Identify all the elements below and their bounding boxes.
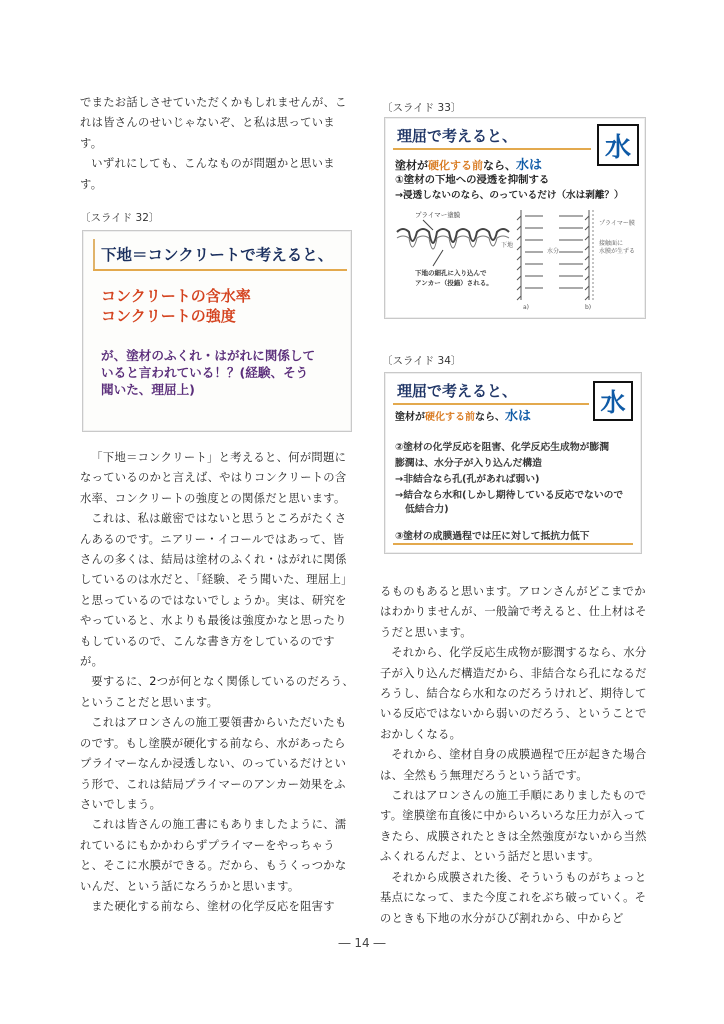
- slide-33-line-2: ①塗材の下地への浸透を抑制する: [395, 174, 550, 186]
- left-column-top-text: [80, 93, 354, 195]
- slide-34-title: 理屈で考えると、: [397, 382, 518, 400]
- left-column-bottom-text: [80, 448, 354, 917]
- slide-34-water-icon: 水: [593, 381, 633, 421]
- slide-34: [384, 372, 642, 554]
- paragraph: それから、塗材自身の成膜過程で圧が起きた場合は、全然もう無理だろうという話です。: [380, 748, 647, 782]
- slide-34-bottom-rule: [393, 543, 633, 545]
- fig-water-label: 水分: [547, 248, 560, 255]
- fig-anchor-line-2: アンカー（投錨）される。: [415, 279, 493, 287]
- paragraph: これはアロンさんの施工要領書からいただいたものです。もし塗膜が硬化する前なら、水があったらプライマーなんか浸透しない、のっているだけという形で、これは結局プライマーのアンカー効果をふさいでしまう。: [80, 716, 347, 811]
- slide-34-line-1-orange: 硬化する前: [425, 412, 475, 423]
- slide-34-line-3: 膨潤は、水分子が入り込んだ構造: [395, 458, 542, 469]
- page-number: ― 14 ―: [338, 936, 386, 950]
- slide-33-line-1-prefix: 塗材が: [395, 159, 428, 172]
- paragraph: でまたお話しさせていただくかもしれませんが、これは皆さんのせいじゃないぞ、と私は思っています。: [80, 96, 347, 150]
- slide-32: [82, 230, 352, 432]
- anchor-arrow: [433, 250, 443, 266]
- slide-32-purple-line-1: が、塗材のふくれ・はがれに関係して: [101, 348, 316, 363]
- paragraph: 「下地＝コンクリート」と考えると、何が問題になっているのかと言えば、やはりコンクリートの含水率、コンクリートの強度との関係だと思います。: [80, 451, 347, 505]
- fig-note-right: 接触面に 水膜が生ずる: [599, 240, 636, 255]
- slide-33-line-1-orange: 硬化する前: [428, 159, 483, 172]
- slide-32-red-line-1: コンクリートの含水率: [101, 287, 251, 305]
- slide-34-line-2: ②塗材の化学反応を阻害、化学反応生成物が膨潤: [395, 442, 610, 453]
- fig-anchor-line-1: 下地の細孔に入り込んで: [415, 269, 487, 277]
- paragraph: るものもあると思います。アロンさんがどこまでかはわかりませんが、一般論で考えると、仕上材はそうだと思います。: [380, 585, 647, 639]
- slide-32-title-underline: [93, 269, 347, 271]
- paragraph: また硬化する前なら、塗材の化学反応を阻害す: [91, 899, 335, 913]
- paragraph: これはアロンさんの施工手順にありましたものです。塗膜塗布直後に中からいろいろな圧力が入ってきたら、成膜されたときは全然強度がないから当然ふくれるんだよ、という話だと思います。: [380, 789, 647, 864]
- slide-32-red-line-2: コンクリートの強度: [101, 307, 236, 325]
- slide-34-line-1-water: 水は: [505, 409, 532, 424]
- right-hatched-wall: [585, 210, 589, 300]
- left-hatched-wall: [517, 210, 521, 300]
- fig-mid-label: 下地: [501, 242, 514, 249]
- right-column-text: [380, 582, 656, 929]
- slide-34-line-1: [395, 405, 531, 424]
- slide-33-line-1-water: 水は: [516, 158, 543, 173]
- slide-34-line-4: →非結合なら孔(孔があれば弱い): [395, 474, 540, 485]
- slide-34-line-5: →結合なら水和(しかし期待している反応でないので: [395, 490, 624, 501]
- primer-film-curve: [397, 229, 509, 243]
- slide-34-label: 〔スライド 34〕: [382, 355, 462, 367]
- slide-32-title: 下地＝コンクリートで考えると、: [101, 246, 334, 264]
- slide-32-purple-line-2: いると言われている！？(経験、そう: [101, 365, 309, 380]
- fig-sub-b: b): [585, 304, 592, 311]
- slide-34-line-7: ③塗材の成膜過程では圧に対して抵抗力低下: [395, 531, 590, 542]
- slide-32-purple-line-3: 聞いた、理屈上): [101, 382, 195, 397]
- slide-34-line-1-mid: なら、: [475, 412, 505, 423]
- slide-32-label: 〔スライド 32〕: [80, 212, 160, 224]
- slide-34-line-1-prefix: 塗材が: [395, 412, 425, 423]
- paragraph: 要するに、2つが何となく関係しているのだろう、ということだと思います。: [80, 675, 354, 709]
- slide-33-title-underline: [393, 148, 591, 150]
- paragraph: いずれにしても、こんなものが問題かと思います。: [80, 157, 335, 191]
- slide-33-line-1-mid: なら、: [483, 159, 516, 172]
- fig-primer-right: プライマー膜: [599, 220, 635, 227]
- slide-32-title-bar: [93, 239, 95, 269]
- slide-33-title: 理屈で考えると、: [397, 127, 518, 145]
- slide-33: [384, 117, 646, 319]
- paragraph: それから、化学反応生成物が膨潤するなら、水分子が入り込んだ構造だから、非結合なら孔になるだろうし、結合なら水和なのだろうけれど、期待している反応ではないから弱いのだろう、ということでおかしくなる。: [380, 646, 647, 741]
- slide-33-line-3: →浸透しないのなら、のっているだけ（水は剥離？）: [395, 190, 624, 201]
- slide-33-water-icon: 水: [597, 124, 639, 166]
- fig-sub-a: a): [523, 304, 530, 311]
- paragraph: これは、私は厳密ではないと思うところがたくさんあるのです。ニアリー・イコールではあって、皆さんの多くは、結局は塗材のふくれ・はがれに関係しているのは水だと、「経験、そう聞いた、理屈上」と思っているのではないでしょうか。実は、研究をやっていると、水よりも最後は強度かなと思ったりもしているので、こんな書き方をしているのですが。: [80, 512, 353, 669]
- paragraph: それから成膜された後、そういうものがちょっと基点になって、また今度これをぶち破っていく。そのときも下地の水分がひび割れから、中からど: [380, 870, 647, 925]
- slide-34-line-6: 低結合力): [405, 504, 449, 515]
- right-arrows: [559, 216, 583, 288]
- paragraph: これは皆さんの施工書にもありましたように、濡れているにもかかわらずプライマーをやっちゃうと、そこに水膜ができる。だから、もうくっつかないんだ、という話になろうかと思います。: [80, 818, 347, 893]
- left-arrows: [525, 216, 543, 288]
- slide-33-label: 〔スライド 33〕: [382, 102, 462, 114]
- fig-primer-label: プライマー塗膜: [415, 211, 461, 219]
